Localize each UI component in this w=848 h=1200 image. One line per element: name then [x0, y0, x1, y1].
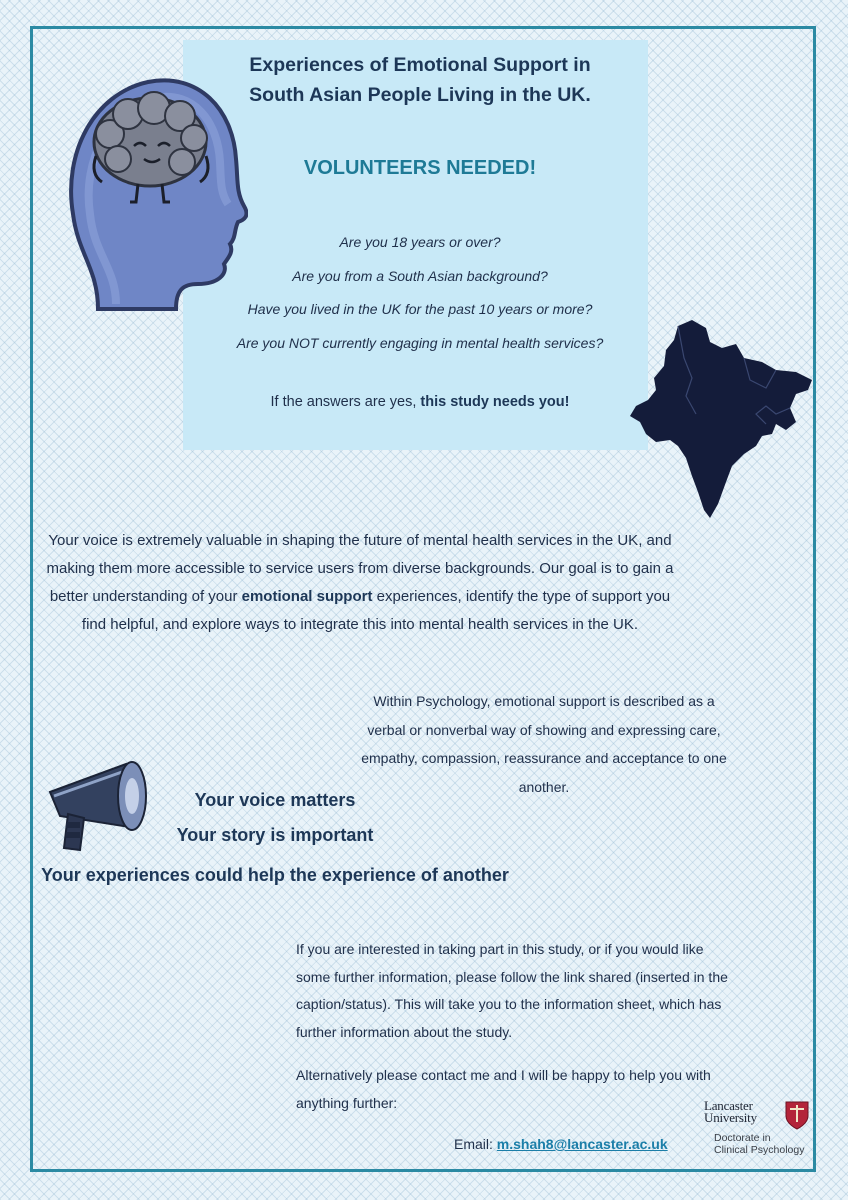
voice-emphasis: emotional support [241, 588, 373, 605]
lancaster-logo [704, 1100, 816, 1164]
voice-text-part-2: experiences, identify the type of support you find helpful, and explore ways to integrate this into mental health services in the UK. [81, 588, 671, 633]
logo-name-line-2: University [704, 1110, 757, 1125]
question-residency: Have you lived in the UK for the past 10 years or more? [247, 301, 593, 317]
voice-paragraph [40, 527, 680, 639]
voice-text-part-1: Your voice is extremely valuable in shaping the future of mental health services in the UK, and making them more accessible to service users from diverse backgrounds. Our goal is to gain a better understanding of your [46, 532, 674, 605]
slogan-story-important: Your story is important [176, 825, 374, 845]
logo-name [704, 1100, 778, 1124]
megaphone-icon [44, 752, 164, 862]
title-line-1: Experiences of Emotional Support in [249, 54, 591, 76]
slogan-voice-matters: Your voice matters [194, 790, 356, 810]
south-asia-map-icon [626, 318, 816, 528]
volunteers-heading: VOLUNTEERS NEEDED! [303, 157, 537, 179]
logo-subtitle [714, 1132, 814, 1156]
question-services: Are you NOT currently engaging in mental health services? [236, 334, 604, 351]
title-line-2: South Asian People Living in the UK. [249, 84, 591, 106]
answers-emphasis: this study needs you! [420, 394, 570, 410]
crest-icon [784, 1100, 810, 1130]
logo-sub-line-1: Doctorate in [714, 1132, 771, 1144]
answers-prefix: If the answers are yes, [270, 394, 421, 410]
question-age: Are you 18 years or over? [339, 234, 501, 250]
eligibility-questions [195, 228, 645, 362]
email-label: Email: [454, 1136, 497, 1152]
definition-paragraph: Within Psychology, emotional support is described as a verbal or nonverbal way of showing and expressing care, empathy, compassion, reassurance and acceptance to one another. [361, 693, 727, 795]
question-background: Are you from a South Asian background? [292, 267, 548, 284]
logo-sub-line-2: Clinical Psychology [714, 1144, 805, 1156]
page-title [200, 50, 640, 110]
logo-name-line-1: Lancaster [704, 1098, 753, 1113]
slogan-experiences: Your experiences could help the experience of another [41, 865, 509, 885]
answers-line [200, 394, 640, 410]
alternative-paragraph: Alternatively please contact me and I will be happy to help you with anything further: [296, 1067, 711, 1111]
email-link[interactable]: m.shah8@lancaster.ac.uk [496, 1136, 668, 1152]
interest-paragraph: If you are interested in taking part in this study, or if you would like some further information, please follow the link shared (inserted in the caption/status). This will take you to the information sheet, which has further information about the study. [296, 941, 728, 1040]
email-line [454, 1136, 668, 1152]
